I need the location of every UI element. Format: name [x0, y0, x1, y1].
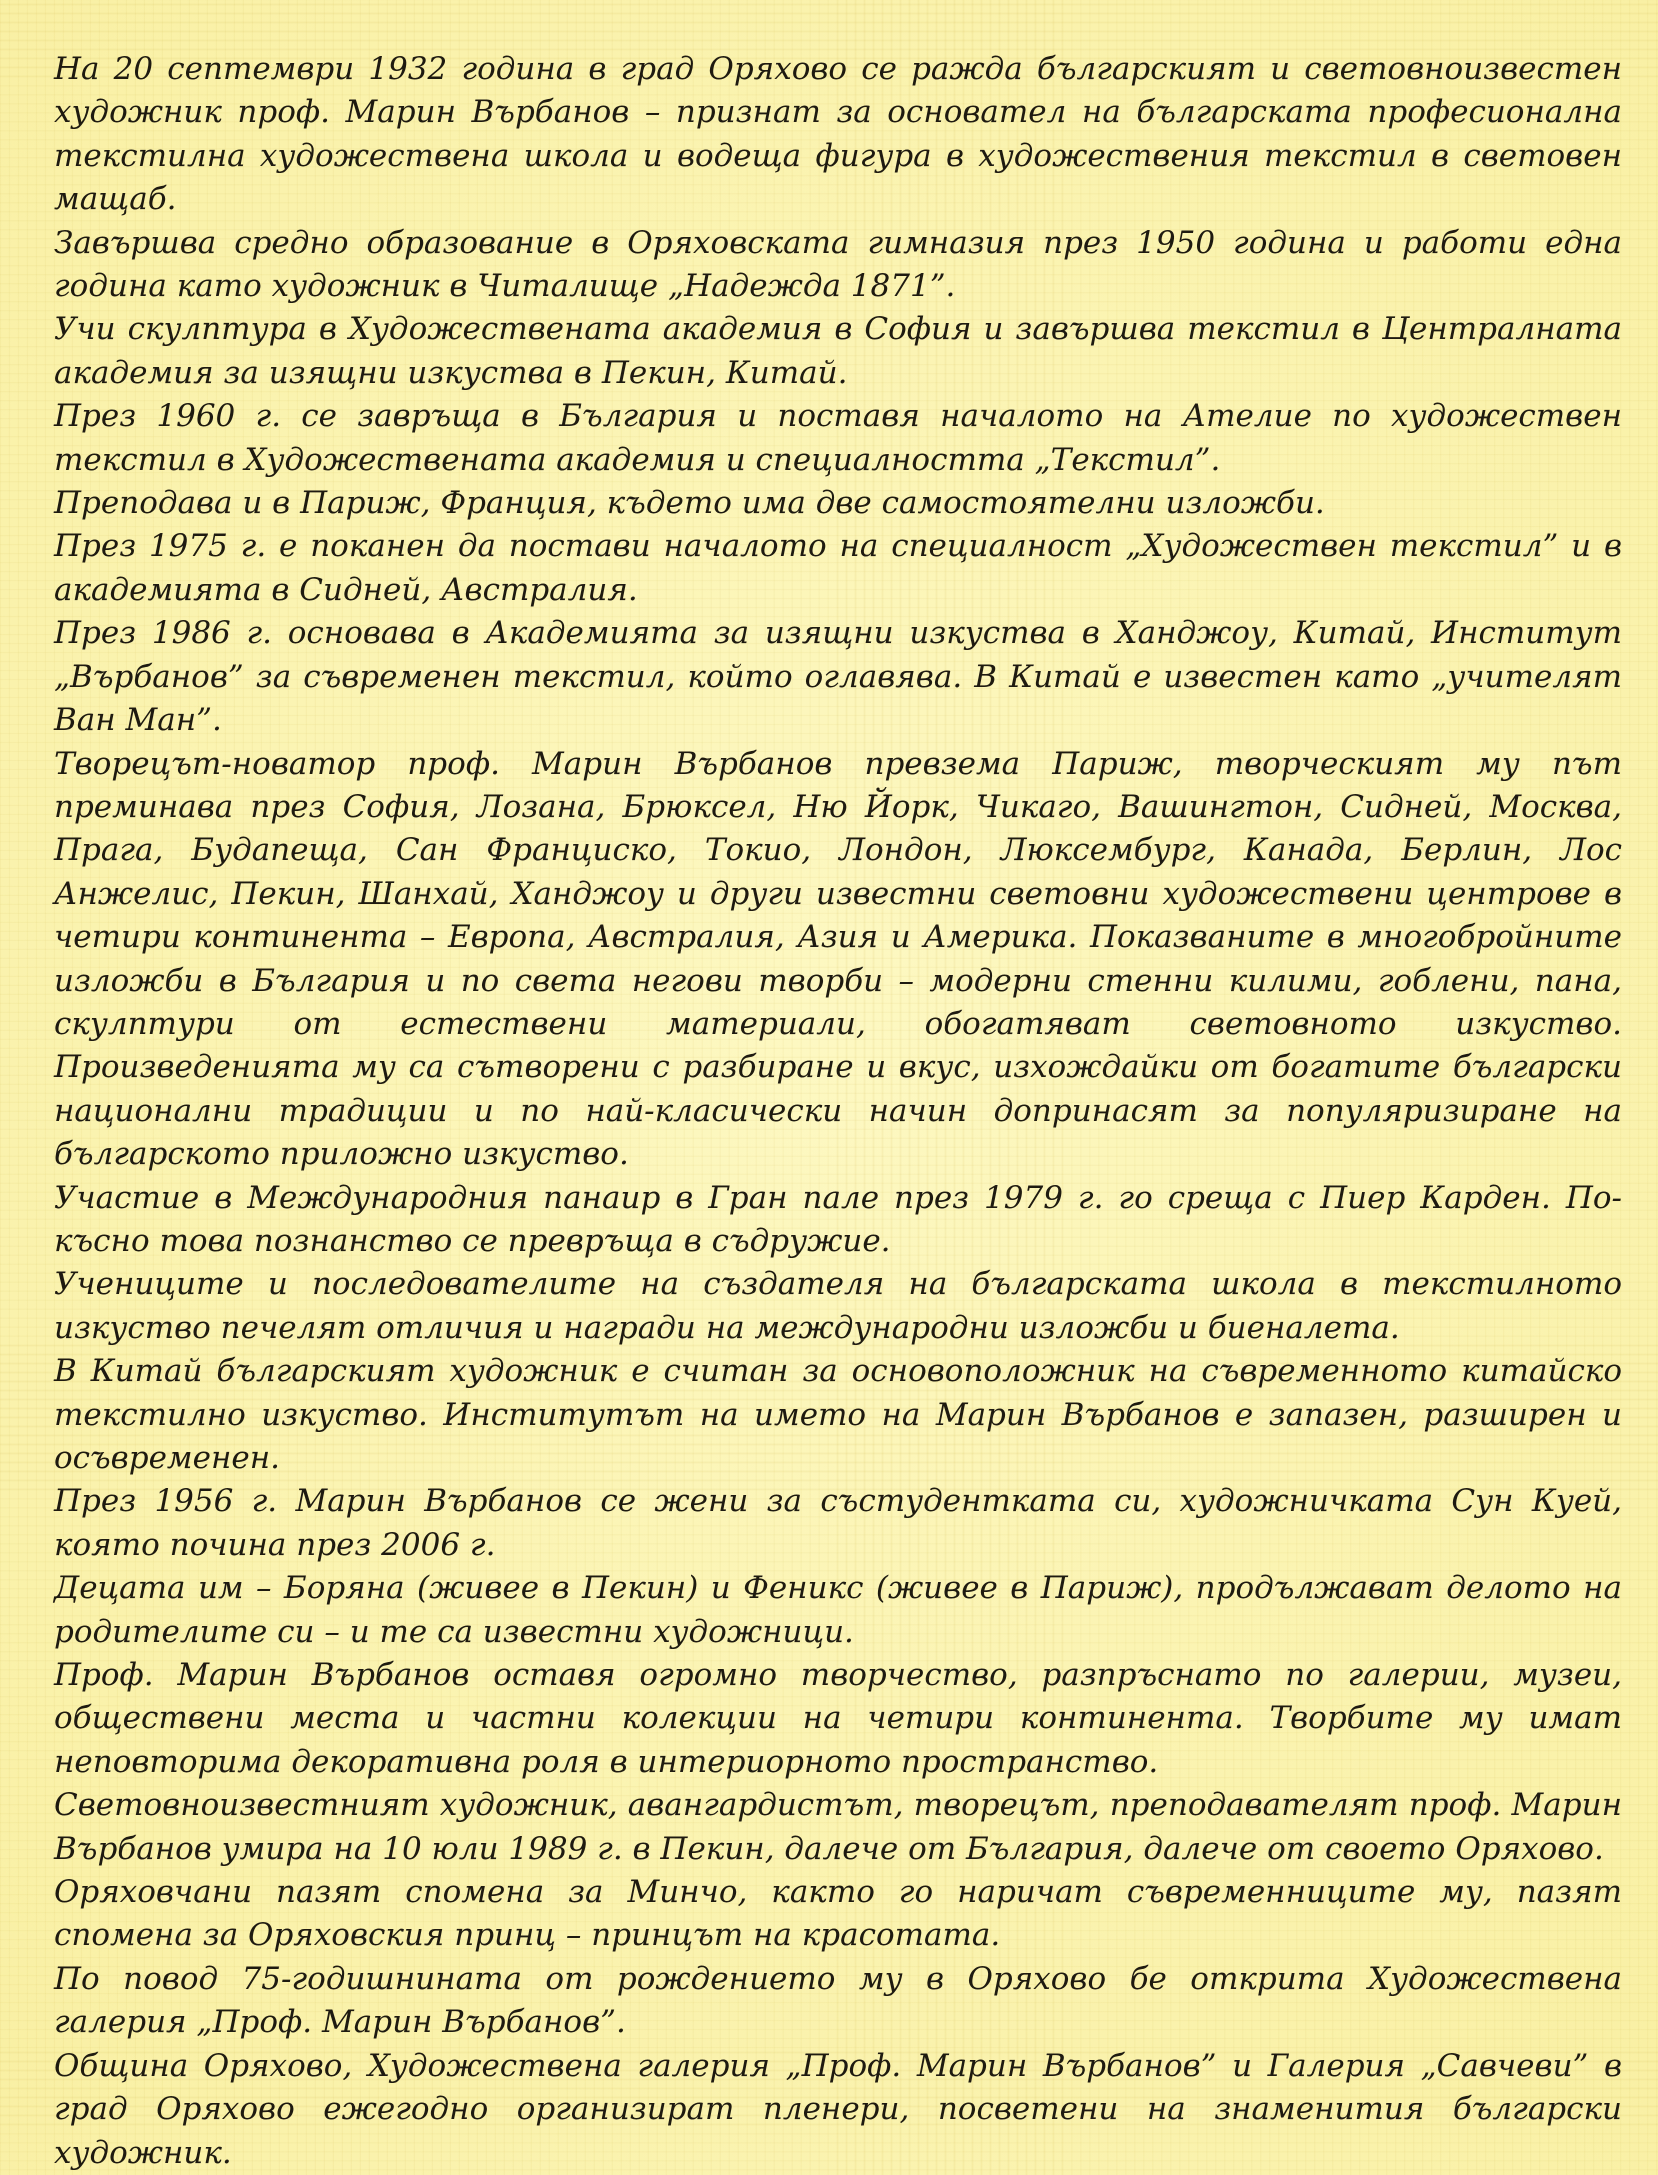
- paragraph-career: Творецът-новатор проф. Марин Върбанов превзема Париж, творческият му път преминава през София, Лозана, Брюксел, Ню Йорк, Чикаго, Вашингтон, Сидней, Москва, Прага, Будапеща, Сан Франциско, Токио, Лондон, Люксембург, Канада, Берлин, Лос Анжелис, Пекин, Шанхай, Ханджоу и други известни световни художествени центрове в четири континента – Европа, Австралия, Азия и Америка. Показваните в многобройните изложби в България и по света негови творби – модерни стенни килими, гоблени, пана, скулптури от естествени материали, обогатяват световното изкуство. Произведенията му са сътворени с разбиране и вкус, изхождайки от богатите български национални традиции и по най-класически начин допринасят за популяризиране на българското приложно изкуство.: [54, 745, 1622, 1173]
- paragraph-hangzhou: През 1986 г. основава в Академията за изящни изкуства в Ханджоу, Китай, Институт „Върбанов” за съвременен текстил, който оглавява. В Китай е известен като „учителят Ван Ман”.: [54, 615, 1622, 739]
- paragraph-studies: Учи скулптура в Художествената академия в София и завършва текстил в Централната академия за изящни изкуства в Пекин, Китай.: [54, 311, 1622, 391]
- paragraph-sydney: През 1975 г. е поканен да постави началото на специалност „Художествен текстил” и в академията в Сидней, Австралия.: [54, 528, 1622, 608]
- paragraph-return: През 1960 г. се завръща в България и поставя началото на Ателие по художествен текстил в Художествената академия и специалността „Текстил”.: [54, 398, 1622, 478]
- paragraph-gallery: По повод 75-годишнината от рождението му в Оряхово бе открита Художествена галерия „Проф. Марин Върбанов”.: [54, 1960, 1622, 2041]
- paragraph-cardin: Участие в Международния панаир в Гран пале през 1979 г. го среща с Пиер Карден. По-късно това познанство се превръща в съдружие.: [54, 1179, 1622, 1259]
- paragraph-legacy: Проф. Марин Върбанов оставя огромно творчество, разпръснато по галерии, музеи, обществени места и частни колекции на четири континента. Творбите му имат неповторима декоративна роля в интериорното пространство.: [54, 1657, 1622, 1780]
- paragraph-plein-air: Община Оряхово, Художествена галерия „Проф. Марин Върбанов” и Галерия „Савчеви” в град Оряхово ежегодно организират пленери, посветени на знаменития български художник.: [54, 2047, 1622, 2171]
- paragraph-education: Завършва средно образование в Оряховската гимназия през 1950 година и работи една година като художник в Читалище „Надежда 1871”.: [54, 224, 1622, 305]
- paragraph-china: В Китай българският художник е считан за основоположник на съвременното китайско текстилно изкуство. Институтът на името на Марин Върбанов е запазен, разширен и осъвременен.: [54, 1353, 1622, 1476]
- paragraph-students: Учениците и последователите на създателя на българската школа в текстилното изкуство печелят отличия и награди на международни изложби и биеналета.: [54, 1266, 1622, 1346]
- paragraph-memory: Оряховчани пазят спомена за Минчо, както го наричат съвременниците му, пазят спомена за Оряховския принц – принцът на красотата.: [54, 1874, 1622, 1954]
- paragraph-paris: Преподава и в Париж, Франция, където има две самостоятелни изложби.: [54, 485, 1325, 522]
- paragraph-marriage: През 1956 г. Марин Върбанов се жени за състудентката си, художничката Сун Куей, която почина през 2006 г.: [54, 1483, 1622, 1563]
- paragraph-death: Световноизвестният художник, авангардистът, творецът, преподавателят проф. Марин Върбанов умира на 10 юли 1989 г. в Пекин, далече от България, далече от своето Оряхово.: [54, 1787, 1622, 1867]
- paragraph-children: Децата им – Боряна (живее в Пекин) и Феникс (живее в Париж), продължават делото на родителите си – и те са известни художници.: [54, 1570, 1622, 1650]
- body-text: [54, 48, 1622, 2175]
- paragraph-birth: На 20 септември 1932 година в град Оряхово се ражда българският и световноизвестен художник проф. Марин Върбанов – признат за основател на българската професионална текстилна художествена школа и водеща фигура в художествения текстил в световен мащаб.: [54, 51, 1622, 218]
